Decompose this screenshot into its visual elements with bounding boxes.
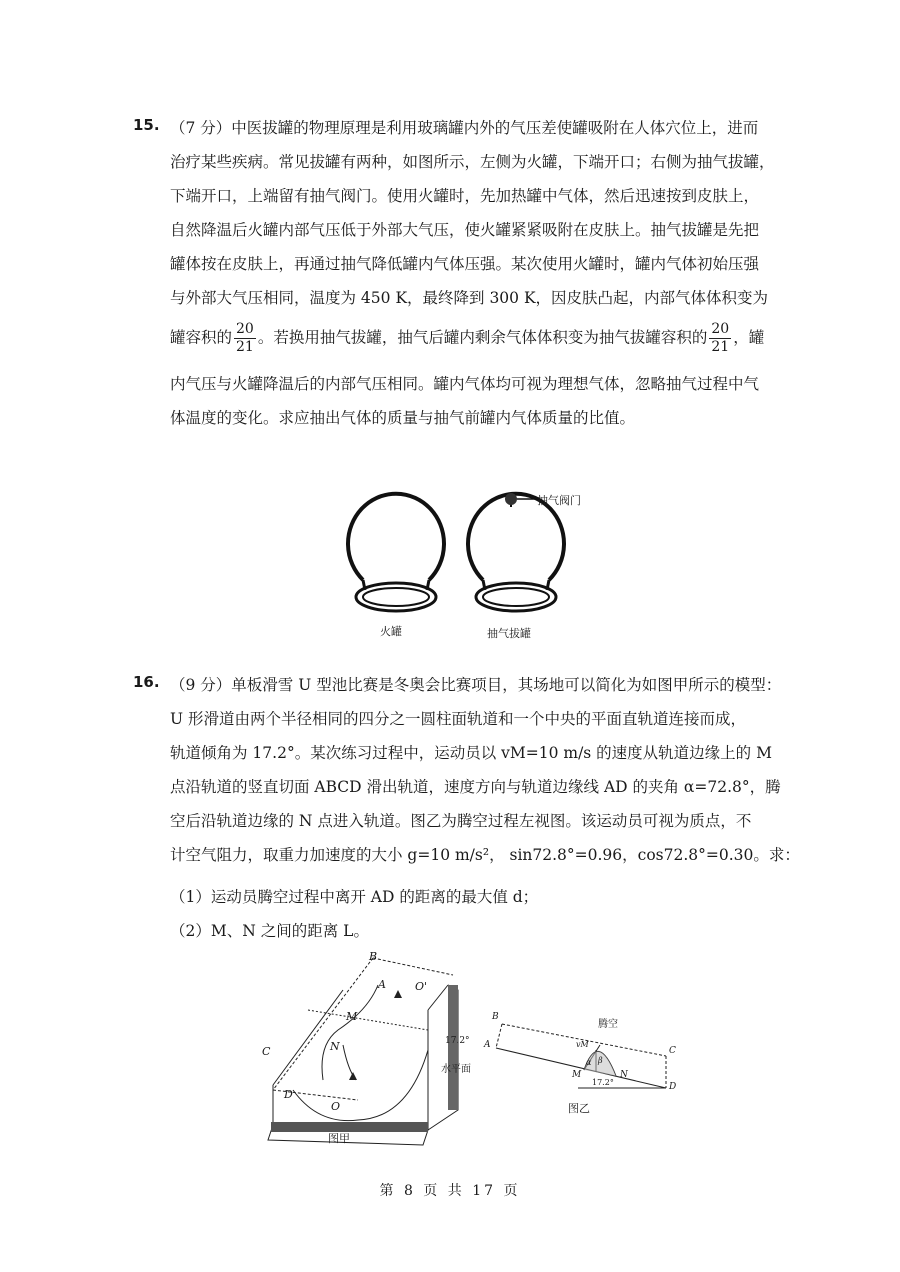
label-N-side: N — [620, 1070, 628, 1080]
u-pipe-figure — [248, 950, 478, 1150]
label-D-side: D — [669, 1082, 677, 1092]
q15-line-7-b: 。若换用抽气拔罐，抽气后罐内剩余气体体积变为抽气拔罐容积的 — [257, 328, 708, 347]
valve-label: 抽气阀门 — [537, 494, 581, 507]
label-C: C — [262, 1045, 271, 1058]
figure-b-caption: 图乙 — [568, 1102, 590, 1115]
q16-line-2: U 形滑道由两个半径相同的四分之一圆柱面轨道和一个中央的平面直轨道连接而成， — [170, 710, 746, 728]
figure-a-caption: 图甲 — [328, 1132, 350, 1145]
label-M-side: M — [572, 1070, 582, 1080]
cupping-figure — [335, 480, 585, 650]
q15-line-6: 与外部大气压相同，温度为 450 K，最终降到 300 K，因皮肤凸起，内部气体体积变为 — [170, 289, 769, 307]
side-view-figure — [484, 1012, 688, 1130]
q16-line-3: 轨道倾角为 17.2°。某次练习过程中，运动员以 vM=10 m/s 的速度从轨道边缘上的 M — [170, 744, 772, 762]
fraction-numerator: 20 — [711, 321, 730, 337]
horizontal-plane-label: 水平面 — [441, 1064, 471, 1075]
fraction-numerator: 20 — [236, 321, 254, 337]
q16-line-1: （9 分）单板滑雪 U 型池比赛是冬奥会比赛项目，其场地可以简化为如图甲所示的模型： — [170, 676, 782, 694]
label-A: A — [378, 978, 386, 991]
q15-line-3: 下端开口，上端留有抽气阀门。使用火罐时，先加热罐中气体，然后迅速按到皮肤上， — [170, 187, 760, 205]
label-M: M — [346, 1010, 358, 1023]
fire-cup-caption: 火罐 — [380, 625, 402, 638]
suction-cup-drawing — [468, 493, 564, 611]
fire-cup-drawing — [348, 494, 444, 611]
q16-line-5: 空后沿轨道边缘的 N 点进入轨道。图乙为腾空过程左视图。该运动员可视为质点，不 — [170, 812, 752, 830]
skier-icon — [394, 990, 402, 998]
u-pipe-diagram — [248, 950, 478, 1150]
skier-icon-2 — [349, 1072, 357, 1080]
label-vM: vM — [576, 1040, 589, 1049]
q15-line-4: 自然降温后火罐内部气压低于外部大气压，使火罐紧紧吸附在皮肤上。抽气拔罐是先把 — [170, 221, 760, 239]
q16-line-6: 计空气阻力，取重力加速度的大小 g=10 m/s²， sin72.8°=0.96，cos72.8°=0.30。求： — [170, 846, 800, 864]
suction-cup-caption: 抽气拔罐 — [487, 627, 531, 640]
label-O: O — [331, 1100, 341, 1113]
fraction-denominator: 21 — [236, 339, 254, 355]
q16-line-8: （2）M、N 之间的距离 L。 — [170, 922, 369, 940]
label-B: B — [369, 950, 378, 963]
q15-line-7 — [170, 321, 764, 356]
wall-fill — [448, 985, 458, 1110]
q15-line-2: 治疗某些疾病。常见拔罐有两种，如图所示，左侧为火罐，下端开口；右侧为抽气拔罐， — [170, 153, 775, 171]
q15-line-9: 体温度的变化。求应抽出气体的质量与抽气前罐内气体质量的比值。 — [170, 409, 636, 427]
valve-icon — [505, 493, 517, 505]
label-N: N — [330, 1040, 340, 1053]
fraction-denominator: 21 — [711, 339, 730, 355]
label-beta: β — [598, 1056, 603, 1065]
label-A-side: A — [484, 1040, 491, 1050]
q15-line-5: 罐体按在皮肤上，再通过抽气降低罐内气体压强。某次使用火罐时，罐内气体初始压强 — [170, 255, 760, 273]
q16-line-7: （1）运动员腾空过程中离开 AD 的距离的最大值 d； — [170, 888, 539, 906]
fraction-20-21 — [234, 321, 256, 356]
label-D: D — [284, 1088, 293, 1101]
airborne-label: 腾空 — [598, 1019, 618, 1030]
q15-line-7-c: ，罐 — [733, 328, 765, 347]
question-16-number: 16. — [133, 673, 160, 691]
fraction-20-21-second — [709, 321, 731, 356]
page-footer: 第 8 页 共 17 页 — [379, 1183, 521, 1199]
label-C-side: C — [669, 1046, 676, 1056]
question-15-number: 15. — [133, 116, 160, 134]
label-alpha: α — [586, 1058, 592, 1067]
label-B-side: B — [492, 1012, 499, 1022]
q15-line-8: 内气压与火罐降温后的内部气压相同。罐内气体均可视为理想气体，忽略抽气过程中气 — [170, 375, 760, 393]
angle-label: 17.2° — [445, 1036, 470, 1046]
q16-line-4: 点沿轨道的竖直切面 ABCD 滑出轨道，速度方向与轨道边缘线 AD 的夹角 α=72.8°，腾 — [170, 778, 781, 796]
q15-line-7-a: 罐容积的 — [170, 328, 233, 347]
label-O-prime: O' — [415, 980, 428, 993]
angle-label-side: 17.2° — [592, 1078, 614, 1087]
q15-line-1: （7 分）中医拔罐的物理原理是利用玻璃罐内外的气压差使罐吸附在人体穴位上，进而 — [170, 119, 759, 137]
